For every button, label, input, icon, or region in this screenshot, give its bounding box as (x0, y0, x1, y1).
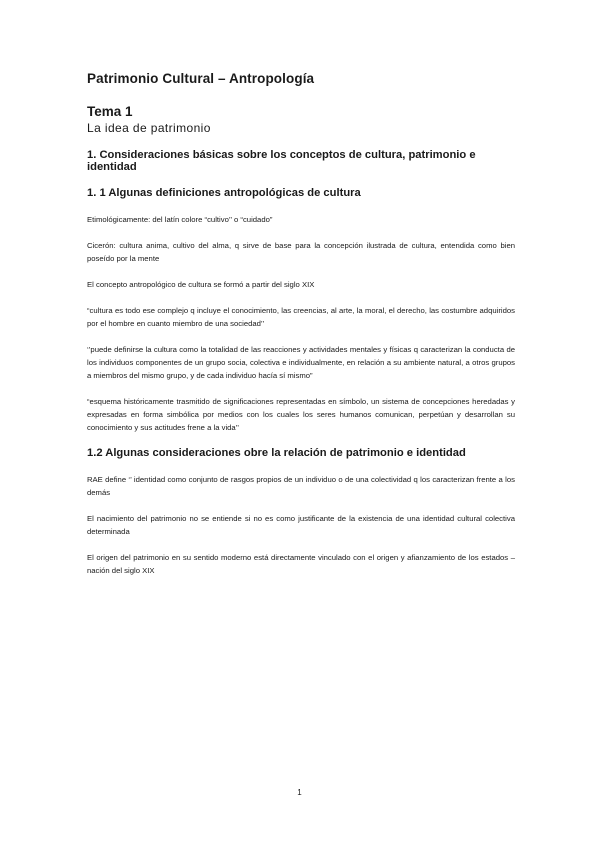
paragraph-cultura-totalidad: ‘’puede definirse la cultura como la totalidad de las reacciones y actividades mentales y físicas q caracterizan la conducta de los individuos componentes de un grupo socia, colectiva e individualmente, en relación a su ambiente natural, a otros grupos a miembros del mismo grupo, y de cada individuo hacía sí mismo” (87, 345, 515, 380)
paragraph-origen-patrimonio: El origen del patrimonio en su sentido moderno está directamente vinculado con el origen y afianzamiento de los estados – nación del siglo XIX (87, 553, 515, 575)
section-1-2-heading: 1.2 Algunas consideraciones obre la relación de patrimonio e identidad (87, 447, 466, 459)
page-content (87, 71, 515, 590)
paragraph-rae-identidad: RAE define ‘’ identidad como conjunto de rasgos propios de un individuo o de una colectividad q los caracterizan frente a los demás (87, 475, 515, 497)
document-title: Patrimonio Cultural – Antropología (87, 71, 315, 86)
paragraph-etimologia: Etimológicamente: del latín colore “cultivo’’ o “cuidado” (87, 215, 273, 224)
section-1-1-heading: 1. 1 Algunas definiciones antropológicas de cultura (87, 187, 361, 199)
paragraph-ciceron: Cicerón: cultura anima, cultivo del alma, q sirve de base para la concepción ilustrada de cultura, entendida como bien poseído por la mente (87, 241, 515, 263)
paragraph-cultura-complejo: “cultura es todo ese complejo q incluye el conocimiento, las creencias, al arte, la moral, el derecho, las costumbre adquiridos por el hombre en cuanto miembro de una sociedad’’ (87, 306, 515, 328)
section-1-heading: 1. Consideraciones básicas sobre los conceptos de cultura, patrimonio e identidad (87, 149, 476, 173)
paragraph-concepto-antropologico: El concepto antropológico de cultura se formó a partir del siglo XIX (87, 280, 315, 289)
tema-heading: Tema 1 (87, 104, 133, 119)
paragraph-nacimiento-patrimonio: El nacimiento del patrimonio no se entiende si no es como justificante de la existencia de una identidad cultural colectiva determinada (87, 514, 515, 536)
paragraph-esquema-historico: “esquema históricamente trasmitido de significaciones representadas en símbolo, un sistema de concepciones heredadas y expresadas en forma simbólica por medios con los cuales los seres humanos comunican, perpetúan y desarrollan su conocimiento y sus actitudes frene a la vida’’ (87, 397, 515, 432)
page-number: 1 (297, 788, 302, 797)
tema-subtitle: La idea de patrimonio (87, 121, 211, 135)
